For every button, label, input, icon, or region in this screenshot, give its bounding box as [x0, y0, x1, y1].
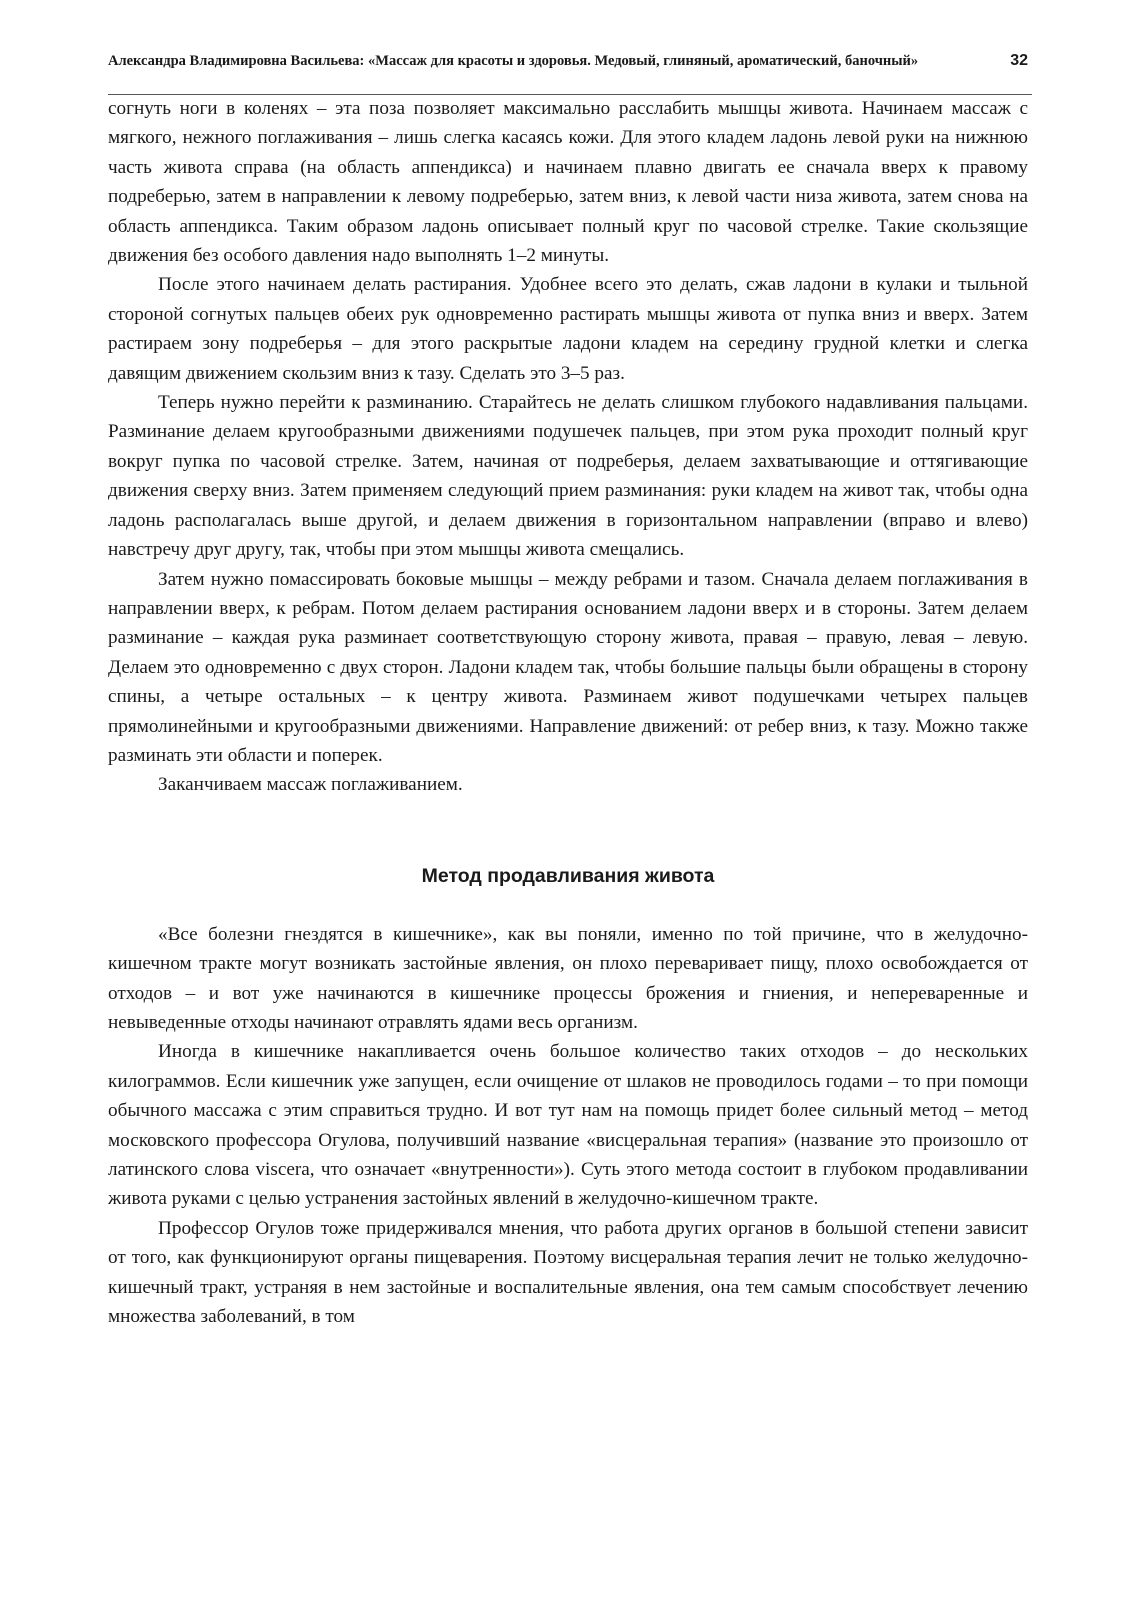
page-number: 32 — [1010, 52, 1028, 69]
paragraph: Заканчиваем массаж поглаживанием. — [158, 774, 463, 796]
paragraph: Затем нужно помассировать боковые мышцы – между ребрами и тазом. Сначала делаем поглаживания в направлении вверх, к ребрам. Потом делаем растирания основанием ладони вверх и в стороны. Затем делаем разминание – каждая рука разминает соответствующую сторону живота, правая – правую, левая – левую. Делаем это одновременно с двух сторон. Ладони кладем так, чтобы большие пальцы были обращены в сторону спины, а четыре остальных – к центру живота. Разминаем живот подушечками четырех пальцев прямолинейными и кругообразными движениями. Направление движений: от ребер вниз, к тазу. Можно также разминать эти области и поперек. — [108, 568, 1028, 766]
paragraph: После этого начинаем делать растирания. Удобнее всего это делать, сжав ладони в кулаки и тыльной стороной согнутых пальцев обеих рук одновременно растирать мышцы живота от пупка вниз и вверх. Затем растираем зону подреберья – для этого раскрытые ладони кладем на середину грудной клетки и слегка давящим движением скользим вниз к тазу. Сделать это 3–5 раз. — [108, 274, 1028, 384]
section-heading: Метод продавливания живота — [421, 864, 715, 887]
page-body — [108, 94, 1028, 1331]
paragraph: «Все болезни гнездятся в кишечнике», как вы поняли, именно по той причине, что в желудочно-кишечном тракте могут возникать застойные явления, он плохо переваривает пищу, плохо освобождается от отходов – и вот уже начинаются в кишечнике процессы брожения и гниения, и непереваренные и невыведенные отходы начинают отравлять ядами весь организм. — [108, 923, 1028, 1033]
header-title: Александра Владимировна Васильева: «Массаж для красоты и здоровья. Медовый, глиняный, ароматический, баночный» — [108, 53, 919, 69]
paragraph-continued: согнуть ноги в коленях – эта поза позволяет максимально расслабить мышцы живота. Начинаем массаж с мягкого, нежного поглаживания – лишь слегка касаясь кожи. Для этого кладем ладонь левой руки на нижнюю часть живота справа (на область аппендикса) и начинаем плавно двигать ее сначала вверх к правому подреберью, затем в направлении к левому подреберью, затем вниз, к левой части низа живота, затем снова на область аппендикса. Таким образом ладонь описывает полный круг по часовой стрелке. Такие скользящие движения без особого давления надо выполнять 1–2 минуты. — [108, 98, 1028, 267]
paragraph: Теперь нужно перейти к разминанию. Старайтесь не делать слишком глубокого надавливания пальцами. Разминание делаем кругообразными движениями подушечек пальцев, при этом рука проходит полный круг вокруг пупка по часовой стрелке. Затем, начиная от подреберья, делаем захватывающие и оттягивающие движения сверху вниз. Затем применяем следующий прием разминания: руки кладем на живот так, чтобы одна ладонь располагалась выше другой, и делаем движения в горизонтальном направлении (вправо и влево) навстречу друг другу, так, чтобы при этом мышцы живота смещались. — [108, 392, 1028, 561]
paragraph: Иногда в кишечнике накапливается очень большое количество таких отходов – до нескольких килограммов. Если кишечник уже запущен, если очищение от шлаков не проводилось годами – то при помощи обычного массажа с этим справиться трудно. И вот тут нам на помощь придет более сильный метод – метод московского профессора Огулова, получивший название «висцеральная терапия» (название это произошло от латинского слова viscera, что означает «внутренности»). Суть этого метода состоит в глубоком продавливании живота руками с целью устранения застойных явлений в желудочно-кишечном тракте. — [108, 1041, 1028, 1210]
running-header — [108, 52, 1028, 70]
paragraph: Профессор Огулов тоже придерживался мнения, что работа других органов в большой степени зависит от того, как функционируют органы пищеварения. Поэтому висцеральная терапия лечит не только желудочно-кишечный тракт, устраняя в нем застойные и воспалительные явления, она тем самым способствует лечению множества заболеваний, в том — [108, 1217, 1028, 1328]
